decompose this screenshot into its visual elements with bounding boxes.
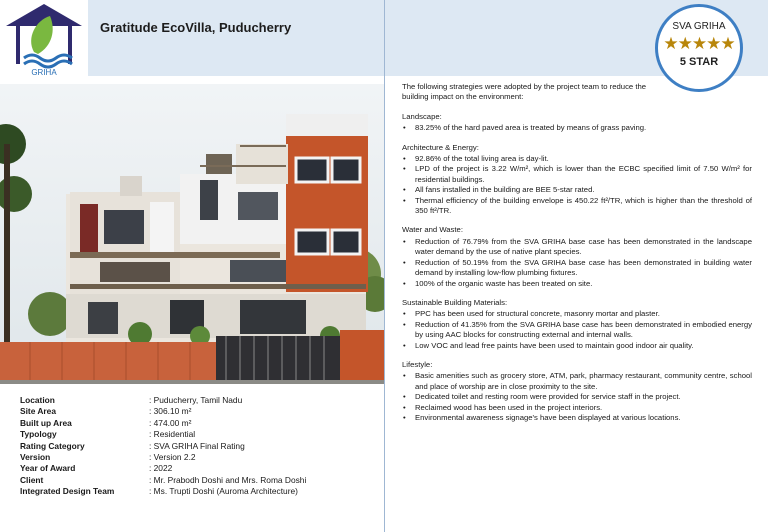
detail-row: Location : Puducherry, Tamil Nadu — [20, 395, 243, 405]
list-item: • Reduction of 41.35% from the SVA GRIHA base case has been demonstrated in embodied energy by using AAC blocks for constructing external and internal walls. — [402, 320, 752, 341]
section-heading: Lifestyle: — [402, 359, 433, 369]
list-item: • 92.86% of the total living area is day-lit. — [402, 154, 752, 164]
list-item: • Low VOC and lead free paints have been used to maintain good indoor air quality. — [402, 341, 752, 351]
griha-logo — [0, 0, 88, 78]
detail-row: Year of Award : 2022 — [20, 463, 173, 474]
section-heading: Sustainable Building Materials: — [402, 297, 508, 307]
section-list — [402, 237, 752, 289]
list-item: • 100% of the organic waste has been treated on site. — [402, 279, 752, 289]
detail-row: Version : Version 2.2 — [20, 451, 196, 462]
svg-text:GRIHA: GRIHA — [31, 68, 57, 77]
section-list — [402, 123, 752, 133]
list-item: • Reclaimed wood has been used in the project interiors. — [402, 403, 752, 413]
section-list — [402, 154, 752, 216]
strategies-text — [402, 82, 752, 423]
list-item: • PPC has been used for structural concrete, masonry mortar and plaster. — [402, 309, 752, 319]
list-item: • Thermal efficiency of the building envelope is 450.22 ft²/TR, which is higher than the threshold of 350 ft²/TR. — [402, 196, 752, 217]
building-photo — [0, 84, 384, 384]
list-item: • Environmental awareness signage's have been displayed at various locations. — [402, 413, 752, 423]
page-title: Gratitude EcoVilla, Puducherry — [100, 20, 292, 35]
list-item: • Reduction of 76.79% from the SVA GRIHA base case has been demonstrated in the landscape water demand by the use of native plant species. — [402, 237, 752, 258]
section-heading: Landscape: — [402, 111, 442, 121]
detail-row: Site Area : 306.10 m² — [20, 406, 192, 417]
list-item: • All fans installed in the building are BEE 5-star rated. — [402, 185, 752, 195]
rating-badge — [655, 4, 743, 92]
intro-paragraph: The following strategies were adopted by the project team to reduce the building impact on the environment: — [402, 82, 647, 102]
detail-row: Typology : Residential — [20, 429, 196, 440]
column-divider — [384, 0, 385, 532]
building-image — [0, 84, 384, 384]
section-list — [402, 309, 752, 351]
project-details — [20, 395, 306, 498]
detail-row: Client : Mr. Prabodh Doshi and Mrs. Roma Doshi — [20, 474, 307, 485]
detail-row: Rating Category : SVA GRIHA Final Rating — [20, 440, 245, 451]
list-item: • LPD of the project is 3.22 W/m², which is lower than the ECBC specified limit of 7.50 W/m² for residential buildings. — [402, 164, 752, 185]
badge-program: SVA GRIHA — [672, 21, 726, 32]
section-list — [402, 371, 752, 423]
detail-row: Integrated Design Team : Ms. Trupti Doshi (Auroma Architecture) — [20, 486, 298, 497]
griha-logo-icon — [0, 0, 88, 78]
list-item: • Dedicated toilet and resting room were provided for service staff in the project. — [402, 392, 752, 402]
list-item: • Reduction of 50.19% from the SVA GRIHA base case has been demonstrated in building water demand by installing low-flow plumbing fixtures. — [402, 258, 752, 279]
detail-row: Built up Area : 474.00 m² — [20, 417, 192, 428]
badge-rating: 5 STAR — [679, 56, 719, 68]
list-item: • Basic amenities such as grocery store, ATM, park, pharmacy restaurant, community centre, school and place of worship are in close proximity to the site. — [402, 371, 752, 392]
section-heading: Water and Waste: — [402, 225, 463, 235]
title-band — [88, 0, 384, 76]
star-rating-icon: ★★★★★ — [663, 34, 735, 53]
list-item: • 83.25% of the hard paved area is treated by means of grass paving. — [402, 123, 752, 133]
section-heading: Architecture & Energy: — [402, 142, 479, 152]
